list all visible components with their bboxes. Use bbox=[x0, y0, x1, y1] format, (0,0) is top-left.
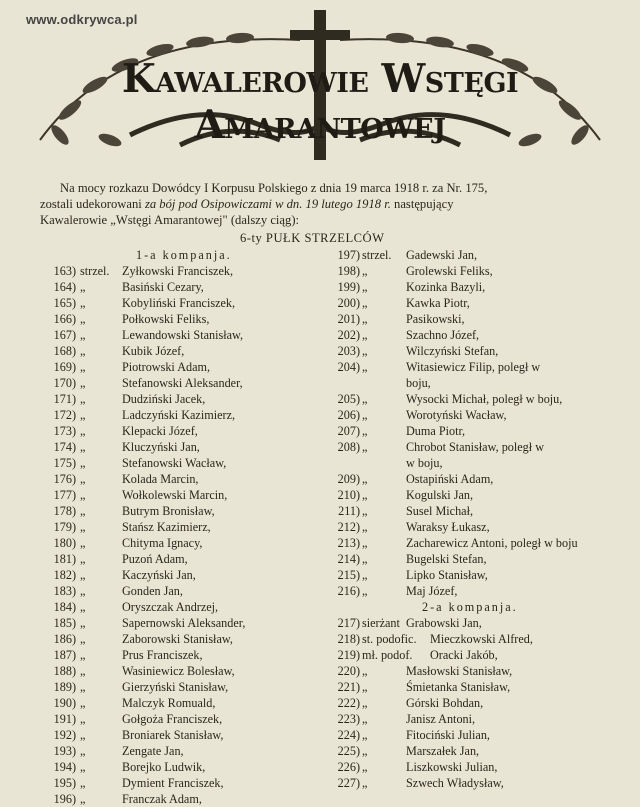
entry-number: 176) bbox=[53, 472, 76, 486]
entry-number: 165) bbox=[53, 296, 76, 310]
entry-number: 171) bbox=[53, 392, 76, 406]
list-item bbox=[322, 455, 622, 471]
entry-name: Grabowski Jan, bbox=[406, 616, 482, 630]
entry-rank: „ bbox=[80, 392, 86, 406]
entry-name: Mieczkowski Alfred, bbox=[430, 632, 533, 646]
list-item bbox=[38, 375, 308, 391]
list-item bbox=[38, 439, 308, 455]
list-item bbox=[38, 327, 308, 343]
list-item bbox=[38, 455, 308, 471]
entry-number: 193) bbox=[53, 744, 76, 758]
entry-number: 167) bbox=[53, 328, 76, 342]
entry-name: Liszkowski Julian, bbox=[406, 760, 498, 774]
entry-rank: „ bbox=[362, 472, 368, 486]
entry-number: 190) bbox=[53, 696, 76, 710]
entry-number: 202) bbox=[337, 328, 360, 342]
list-item bbox=[38, 743, 308, 759]
entry-rank: „ bbox=[362, 568, 368, 582]
entry-rank: „ bbox=[362, 680, 368, 694]
entry-name: Marszałek Jan, bbox=[406, 744, 480, 758]
entry-rank: „ bbox=[80, 440, 86, 454]
entry-number: 218) bbox=[337, 632, 360, 646]
intro-line-1: Na mocy rozkazu Dowódcy I Korpusu Polskiego z dnia 19 marca 1918 r. za Nr. 175, bbox=[60, 181, 488, 195]
entry-rank: st. podofic. bbox=[362, 632, 417, 646]
list-item bbox=[38, 615, 308, 631]
entry-name: Duma Piotr, bbox=[406, 424, 466, 438]
list-item bbox=[322, 647, 622, 663]
entry-name: Witasiewicz Filip, poległ w bbox=[406, 360, 541, 374]
entry-name: Stefanowski Wacław, bbox=[122, 456, 227, 470]
entry-name: Waraksy Łukasz, bbox=[406, 520, 490, 534]
entry-number: 170) bbox=[53, 376, 76, 390]
entry-name: Zacharewicz Antoni, poległ w boju bbox=[406, 536, 578, 550]
entry-number: 184) bbox=[53, 600, 76, 614]
entry-rank: „ bbox=[362, 664, 368, 678]
entry-number: 181) bbox=[53, 552, 76, 566]
list-item bbox=[38, 551, 308, 567]
entry-name: Worotyński Wacław, bbox=[406, 408, 507, 422]
entry-number: 185) bbox=[53, 616, 76, 630]
list-item bbox=[38, 791, 308, 807]
entry-name: Gadewski Jan, bbox=[406, 248, 478, 262]
list-item bbox=[322, 551, 622, 567]
entry-rank: „ bbox=[80, 520, 86, 534]
entry-number: 196) bbox=[53, 792, 76, 806]
company-heading-1 bbox=[38, 247, 308, 263]
entry-rank: „ bbox=[80, 488, 86, 502]
entry-rank: „ bbox=[362, 280, 368, 294]
list-item bbox=[322, 663, 622, 679]
list-item bbox=[322, 615, 622, 631]
intro-paragraph bbox=[40, 180, 620, 228]
entry-number: 186) bbox=[53, 632, 76, 646]
list-item bbox=[38, 311, 308, 327]
entry-rank: „ bbox=[80, 568, 86, 582]
entry-number: 175) bbox=[53, 456, 76, 470]
entry-number: 209) bbox=[337, 472, 360, 486]
entry-rank: „ bbox=[80, 472, 86, 486]
entry-rank: mł. podof. bbox=[362, 648, 413, 662]
entry-name: Kolada Marcin, bbox=[122, 472, 199, 486]
entry-name: Kozinka Bazyli, bbox=[406, 280, 486, 294]
list-item bbox=[322, 631, 622, 647]
entry-rank: „ bbox=[80, 280, 86, 294]
entry-rank: „ bbox=[80, 664, 86, 678]
entry-number: 183) bbox=[53, 584, 76, 598]
entry-rank: „ bbox=[362, 712, 368, 726]
company-label: 1-a kompanja. bbox=[136, 248, 232, 262]
entry-number: 198) bbox=[337, 264, 360, 278]
entry-rank: „ bbox=[362, 264, 368, 278]
entry-rank: „ bbox=[80, 712, 86, 726]
list-item bbox=[38, 727, 308, 743]
list-item bbox=[322, 375, 622, 391]
entry-name: Wilczyński Stefan, bbox=[406, 344, 499, 358]
entry-rank: strzel. bbox=[362, 248, 392, 262]
entry-rank: „ bbox=[362, 424, 368, 438]
list-item bbox=[38, 519, 308, 535]
list-item bbox=[322, 727, 622, 743]
entry-number: 216) bbox=[337, 584, 360, 598]
list-item bbox=[322, 391, 622, 407]
entry-rank: „ bbox=[80, 696, 86, 710]
entry-name: Chityma Ignacy, bbox=[122, 536, 203, 550]
list-item bbox=[322, 407, 622, 423]
left-column bbox=[38, 247, 308, 807]
intro-line-2 bbox=[40, 196, 620, 212]
entry-number: 213) bbox=[337, 536, 360, 550]
right-column bbox=[322, 247, 622, 791]
list-item bbox=[322, 743, 622, 759]
entry-rank: „ bbox=[80, 680, 86, 694]
entry-name: Kobyliński Franciszek, bbox=[122, 296, 236, 310]
list-item bbox=[38, 391, 308, 407]
entry-rank: „ bbox=[362, 504, 368, 518]
entry-name: Dudziński Jacek, bbox=[122, 392, 206, 406]
entry-number: 169) bbox=[53, 360, 76, 374]
entry-number: 226) bbox=[337, 760, 360, 774]
entry-name: Stefanowski Aleksander, bbox=[122, 376, 243, 390]
entry-rank: „ bbox=[362, 584, 368, 598]
watermark: www.odkrywca.pl bbox=[26, 12, 138, 27]
entry-rank: „ bbox=[362, 552, 368, 566]
entry-name: Prus Franciszek, bbox=[122, 648, 203, 662]
entry-number: 172) bbox=[53, 408, 76, 422]
entry-number: 182) bbox=[53, 568, 76, 582]
list-item bbox=[322, 311, 622, 327]
entry-name: Kubik Józef, bbox=[122, 344, 185, 358]
entry-number: 219) bbox=[337, 648, 360, 662]
entry-name: Susel Michał, bbox=[406, 504, 474, 518]
entry-number: 177) bbox=[53, 488, 76, 502]
list-item bbox=[38, 695, 308, 711]
entry-number: 194) bbox=[53, 760, 76, 774]
entry-rank: „ bbox=[80, 312, 86, 326]
entry-name: Kluczyński Jan, bbox=[122, 440, 200, 454]
entry-name: Wysocki Michał, poległ w boju, bbox=[406, 392, 563, 406]
list-item bbox=[38, 279, 308, 295]
entry-name: Połkowski Feliks, bbox=[122, 312, 210, 326]
list-item bbox=[38, 263, 308, 279]
entry-rank: „ bbox=[362, 344, 368, 358]
entry-number: 188) bbox=[53, 664, 76, 678]
entry-number: 203) bbox=[337, 344, 360, 358]
list-item bbox=[38, 359, 308, 375]
entry-rank: „ bbox=[362, 312, 368, 326]
entry-rank: „ bbox=[362, 328, 368, 342]
entry-name: Śmietanka Stanisław, bbox=[406, 680, 511, 694]
list-item bbox=[322, 279, 622, 295]
intro-line-3: Kawalerowie „Wstęgi Amarantowej" (dalszy ciąg): bbox=[40, 213, 300, 227]
entry-name: Dymient Franciszek, bbox=[122, 776, 224, 790]
list-item bbox=[38, 711, 308, 727]
page-title: Kawalerowie Wstęgi Amarantowej bbox=[121, 56, 519, 148]
list-item bbox=[322, 503, 622, 519]
entry-number: 223) bbox=[337, 712, 360, 726]
list-item bbox=[38, 503, 308, 519]
entry-rank: „ bbox=[80, 776, 86, 790]
list-item bbox=[322, 343, 622, 359]
entry-name: Kogulski Jan, bbox=[406, 488, 474, 502]
entry-name: Kawka Piotr, bbox=[406, 296, 470, 310]
entry-rank: „ bbox=[362, 776, 368, 790]
entry-number: 174) bbox=[53, 440, 76, 454]
entry-rank: „ bbox=[80, 632, 86, 646]
entry-rank: „ bbox=[80, 408, 86, 422]
entry-number: 179) bbox=[53, 520, 76, 534]
entry-number: 204) bbox=[337, 360, 360, 374]
entry-number: 212) bbox=[337, 520, 360, 534]
entry-number: 192) bbox=[53, 728, 76, 742]
entry-number: 225) bbox=[337, 744, 360, 758]
entry-name: Puzoń Adam, bbox=[122, 552, 188, 566]
entry-number: 210) bbox=[337, 488, 360, 502]
entry-name: Zaborowski Stanisław, bbox=[122, 632, 233, 646]
entry-name: Górski Bohdan, bbox=[406, 696, 484, 710]
list-item bbox=[38, 471, 308, 487]
entry-rank: „ bbox=[362, 744, 368, 758]
list-item bbox=[38, 775, 308, 791]
list-item bbox=[322, 679, 622, 695]
entry-name: Stańsz Kazimierz, bbox=[122, 520, 211, 534]
entry-name: Ostapiński Adam, bbox=[406, 472, 494, 486]
entry-rank: „ bbox=[362, 488, 368, 502]
entry-name: Szwech Władysław, bbox=[406, 776, 504, 790]
entry-rank: „ bbox=[362, 392, 368, 406]
list-item bbox=[38, 535, 308, 551]
entry-name: Lipko Stanisław, bbox=[406, 568, 488, 582]
entry-rank: „ bbox=[80, 376, 86, 390]
list-item bbox=[322, 471, 622, 487]
entry-name: Malczyk Romuald, bbox=[122, 696, 216, 710]
entry-number: 224) bbox=[337, 728, 360, 742]
entry-rank: „ bbox=[80, 328, 86, 342]
list-item bbox=[38, 599, 308, 615]
list-item bbox=[38, 343, 308, 359]
intro-line-2-c: następujący bbox=[394, 197, 454, 211]
list-item bbox=[38, 631, 308, 647]
entry-number: 206) bbox=[337, 408, 360, 422]
list-item bbox=[38, 583, 308, 599]
entry-name: Borejko Ludwik, bbox=[122, 760, 206, 774]
entry-number: 215) bbox=[337, 568, 360, 582]
entry-number: 178) bbox=[53, 504, 76, 518]
entry-name: Butrym Bronisław, bbox=[122, 504, 215, 518]
list-item bbox=[38, 647, 308, 663]
list-item bbox=[322, 263, 622, 279]
entry-name: Wasiniewicz Bolesław, bbox=[122, 664, 235, 678]
entry-name: Piotrowski Adam, bbox=[122, 360, 211, 374]
entry-rank: „ bbox=[80, 648, 86, 662]
entry-rank: „ bbox=[80, 536, 86, 550]
entry-name: Basiński Cezary, bbox=[122, 280, 204, 294]
list-item bbox=[38, 759, 308, 775]
entry-number: 221) bbox=[337, 680, 360, 694]
entry-name: Maj Józef, bbox=[406, 584, 458, 598]
list-item bbox=[38, 295, 308, 311]
intro-line-2-b: za bój pod Osipowiczami w dn. 19 lutego 1918 r. bbox=[144, 197, 391, 211]
entry-rank: „ bbox=[80, 600, 86, 614]
entry-name: boju, bbox=[406, 376, 431, 390]
entry-number: 222) bbox=[337, 696, 360, 710]
entry-name: Klepacki Józef, bbox=[122, 424, 198, 438]
list-item bbox=[38, 407, 308, 423]
entry-number: 227) bbox=[337, 776, 360, 790]
entry-rank: „ bbox=[80, 552, 86, 566]
list-item bbox=[322, 439, 622, 455]
list-item bbox=[322, 423, 622, 439]
entry-number: 220) bbox=[337, 664, 360, 678]
entry-rank: „ bbox=[80, 760, 86, 774]
list-item bbox=[38, 679, 308, 695]
entry-rank: „ bbox=[362, 536, 368, 550]
entry-name: Gierzyński Stanisław, bbox=[122, 680, 229, 694]
entry-rank: „ bbox=[80, 792, 86, 806]
entry-rank: „ bbox=[362, 360, 368, 374]
entry-name: Bugelski Stefan, bbox=[406, 552, 487, 566]
list-item bbox=[38, 663, 308, 679]
entry-rank: „ bbox=[80, 728, 86, 742]
entry-name: Oracki Jakób, bbox=[430, 648, 498, 662]
list-item bbox=[322, 295, 622, 311]
list-item bbox=[322, 567, 622, 583]
entry-number: 201) bbox=[337, 312, 360, 326]
entry-rank: „ bbox=[362, 520, 368, 534]
entry-name: Sapernowski Aleksander, bbox=[122, 616, 246, 630]
entry-name: Masłowski Stanisław, bbox=[406, 664, 513, 678]
entry-number: 208) bbox=[337, 440, 360, 454]
entry-number: 189) bbox=[53, 680, 76, 694]
entry-name: Lewandowski Stanisław, bbox=[122, 328, 244, 342]
entry-rank: „ bbox=[80, 360, 86, 374]
entry-number: 195) bbox=[53, 776, 76, 790]
entry-name: Wołkolewski Marcin, bbox=[122, 488, 228, 502]
entry-number: 199) bbox=[337, 280, 360, 294]
entry-number: 173) bbox=[53, 424, 76, 438]
entry-number: 214) bbox=[337, 552, 360, 566]
entry-number: 163) bbox=[53, 264, 76, 278]
list-item bbox=[322, 519, 622, 535]
list-item bbox=[322, 247, 622, 263]
entry-name: Janisz Antoni, bbox=[406, 712, 476, 726]
list-item bbox=[38, 487, 308, 503]
company-label: 2-a kompanja. bbox=[422, 600, 518, 614]
entry-number: 197) bbox=[337, 248, 360, 262]
list-item bbox=[322, 535, 622, 551]
entry-number: 217) bbox=[337, 616, 360, 630]
entry-name: Pasikowski, bbox=[406, 312, 465, 326]
entry-name: Grolewski Feliks, bbox=[406, 264, 493, 278]
entry-rank: „ bbox=[80, 424, 86, 438]
list-item bbox=[322, 711, 622, 727]
entry-rank: „ bbox=[80, 296, 86, 310]
entry-name: w boju, bbox=[406, 456, 443, 470]
entry-number: 166) bbox=[53, 312, 76, 326]
list-item bbox=[38, 423, 308, 439]
entry-number: 187) bbox=[53, 648, 76, 662]
entry-name: Kaczyński Jan, bbox=[122, 568, 196, 582]
entry-name: Gołgoża Franciszek, bbox=[122, 712, 223, 726]
list-item bbox=[322, 695, 622, 711]
entry-name: Fitociński Julian, bbox=[406, 728, 490, 742]
entry-rank: „ bbox=[362, 296, 368, 310]
entry-rank: „ bbox=[80, 456, 86, 470]
entry-number: 168) bbox=[53, 344, 76, 358]
entry-number: 211) bbox=[338, 504, 360, 518]
entry-rank: „ bbox=[362, 696, 368, 710]
list-item bbox=[38, 567, 308, 583]
entry-rank: sierżant bbox=[362, 616, 400, 630]
entry-rank: „ bbox=[80, 744, 86, 758]
entry-rank: „ bbox=[362, 760, 368, 774]
entry-name: Szachno Józef, bbox=[406, 328, 480, 342]
entry-name: Ladczyński Kazimierz, bbox=[122, 408, 236, 422]
list-item bbox=[322, 359, 622, 375]
entry-number: 180) bbox=[53, 536, 76, 550]
entry-name: Chrobot Stanisław, poległ w bbox=[406, 440, 545, 454]
entry-rank: „ bbox=[80, 344, 86, 358]
entry-rank: „ bbox=[80, 504, 86, 518]
entry-name: Oryszczak Andrzej, bbox=[122, 600, 219, 614]
entry-rank: „ bbox=[80, 584, 86, 598]
entry-number: 205) bbox=[337, 392, 360, 406]
entry-number: 207) bbox=[337, 424, 360, 438]
entry-number: 191) bbox=[53, 712, 76, 726]
list-item bbox=[322, 327, 622, 343]
entry-name: Gonden Jan, bbox=[122, 584, 183, 598]
entry-rank: „ bbox=[80, 616, 86, 630]
entry-name: Broniarek Stanisław, bbox=[122, 728, 224, 742]
list-item bbox=[322, 583, 622, 599]
entry-number: 164) bbox=[53, 280, 76, 294]
company-heading bbox=[322, 599, 622, 615]
intro-line-2-a: zostali udekorowani bbox=[40, 197, 142, 211]
entry-rank: strzel. bbox=[80, 264, 110, 278]
entry-rank: „ bbox=[362, 728, 368, 742]
list-item bbox=[322, 487, 622, 503]
entry-number: 200) bbox=[337, 296, 360, 310]
list-item bbox=[322, 759, 622, 775]
regiment-heading: 6-ty PUŁK STRZELCÓW bbox=[240, 231, 385, 245]
entry-name: Franczak Adam, bbox=[122, 792, 202, 806]
list-item bbox=[322, 775, 622, 791]
entry-rank: „ bbox=[362, 408, 368, 422]
entry-name: Zyłkowski Franciszek, bbox=[122, 264, 234, 278]
entry-name: Zengate Jan, bbox=[122, 744, 184, 758]
entry-rank: „ bbox=[362, 440, 368, 454]
